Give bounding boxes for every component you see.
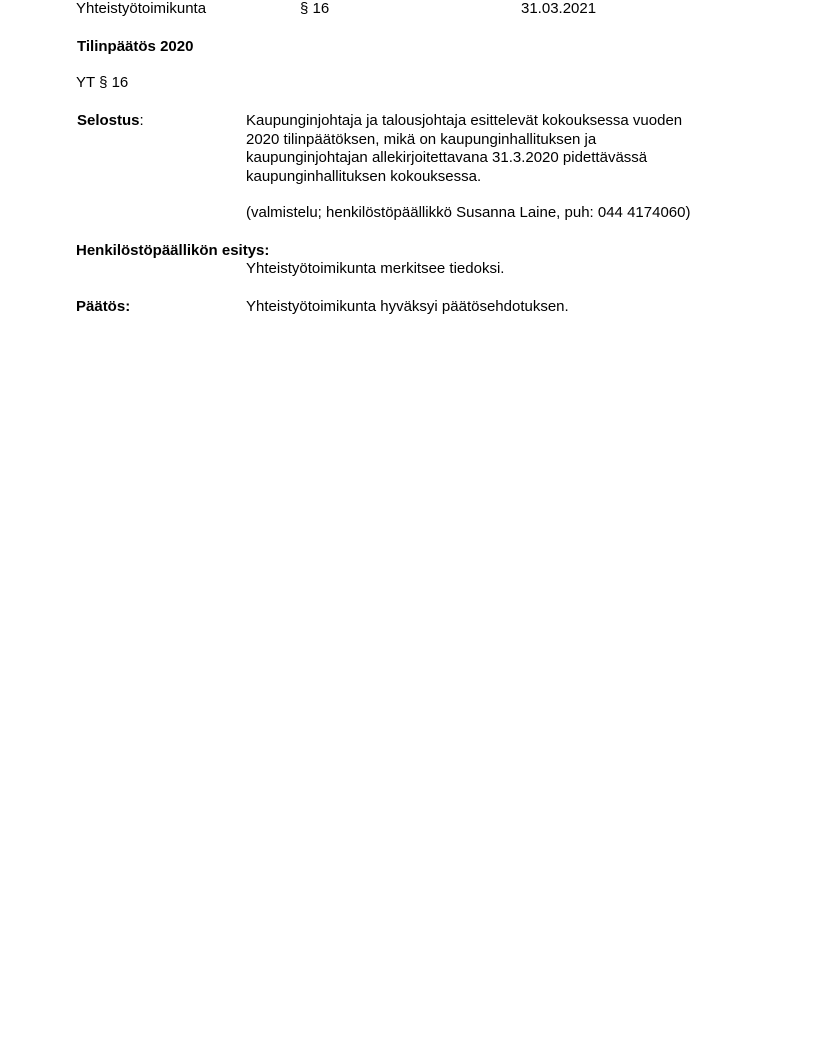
decision-text: Yhteistyötoimikunta hyväksyi päätösehdotuksen. — [246, 298, 569, 315]
document-title: Tilinpäätös 2020 — [77, 38, 194, 55]
selostus-body — [246, 112, 746, 186]
header-organ: Yhteistyötoimikunta — [76, 0, 207, 17]
selostus-line: 2020 tilinpäätöksen, mikä on kaupunginhallituksen ja — [246, 130, 597, 148]
selostus-label-colon: : — [139, 112, 144, 129]
case-reference: YT § 16 — [76, 74, 129, 91]
selostus-line: Kaupunginjohtaja ja talousjohtaja esittelevät kokouksessa vuoden — [246, 112, 683, 129]
selostus-line: kaupunginhallituksen kokouksessa. — [246, 167, 482, 185]
header-date: 31.03.2021 — [521, 0, 597, 17]
proposal-text: Yhteistyötoimikunta merkitsee tiedoksi. — [246, 260, 505, 277]
proposal-label: Henkilöstöpäällikön esitys: — [76, 242, 270, 259]
selostus-label-text: Selostus — [77, 112, 140, 129]
selostus-line: kaupunginjohtajan allekirjoitettavana 31.3.2020 pidettävässä — [246, 149, 648, 166]
decision-label: Päätös: — [76, 298, 131, 315]
selostus-label — [77, 112, 144, 129]
preparer-note: (valmistelu; henkilöstöpäällikkö Susanna Laine, puh: 044 4174060) — [246, 204, 691, 221]
header-section: § 16 — [300, 0, 330, 17]
